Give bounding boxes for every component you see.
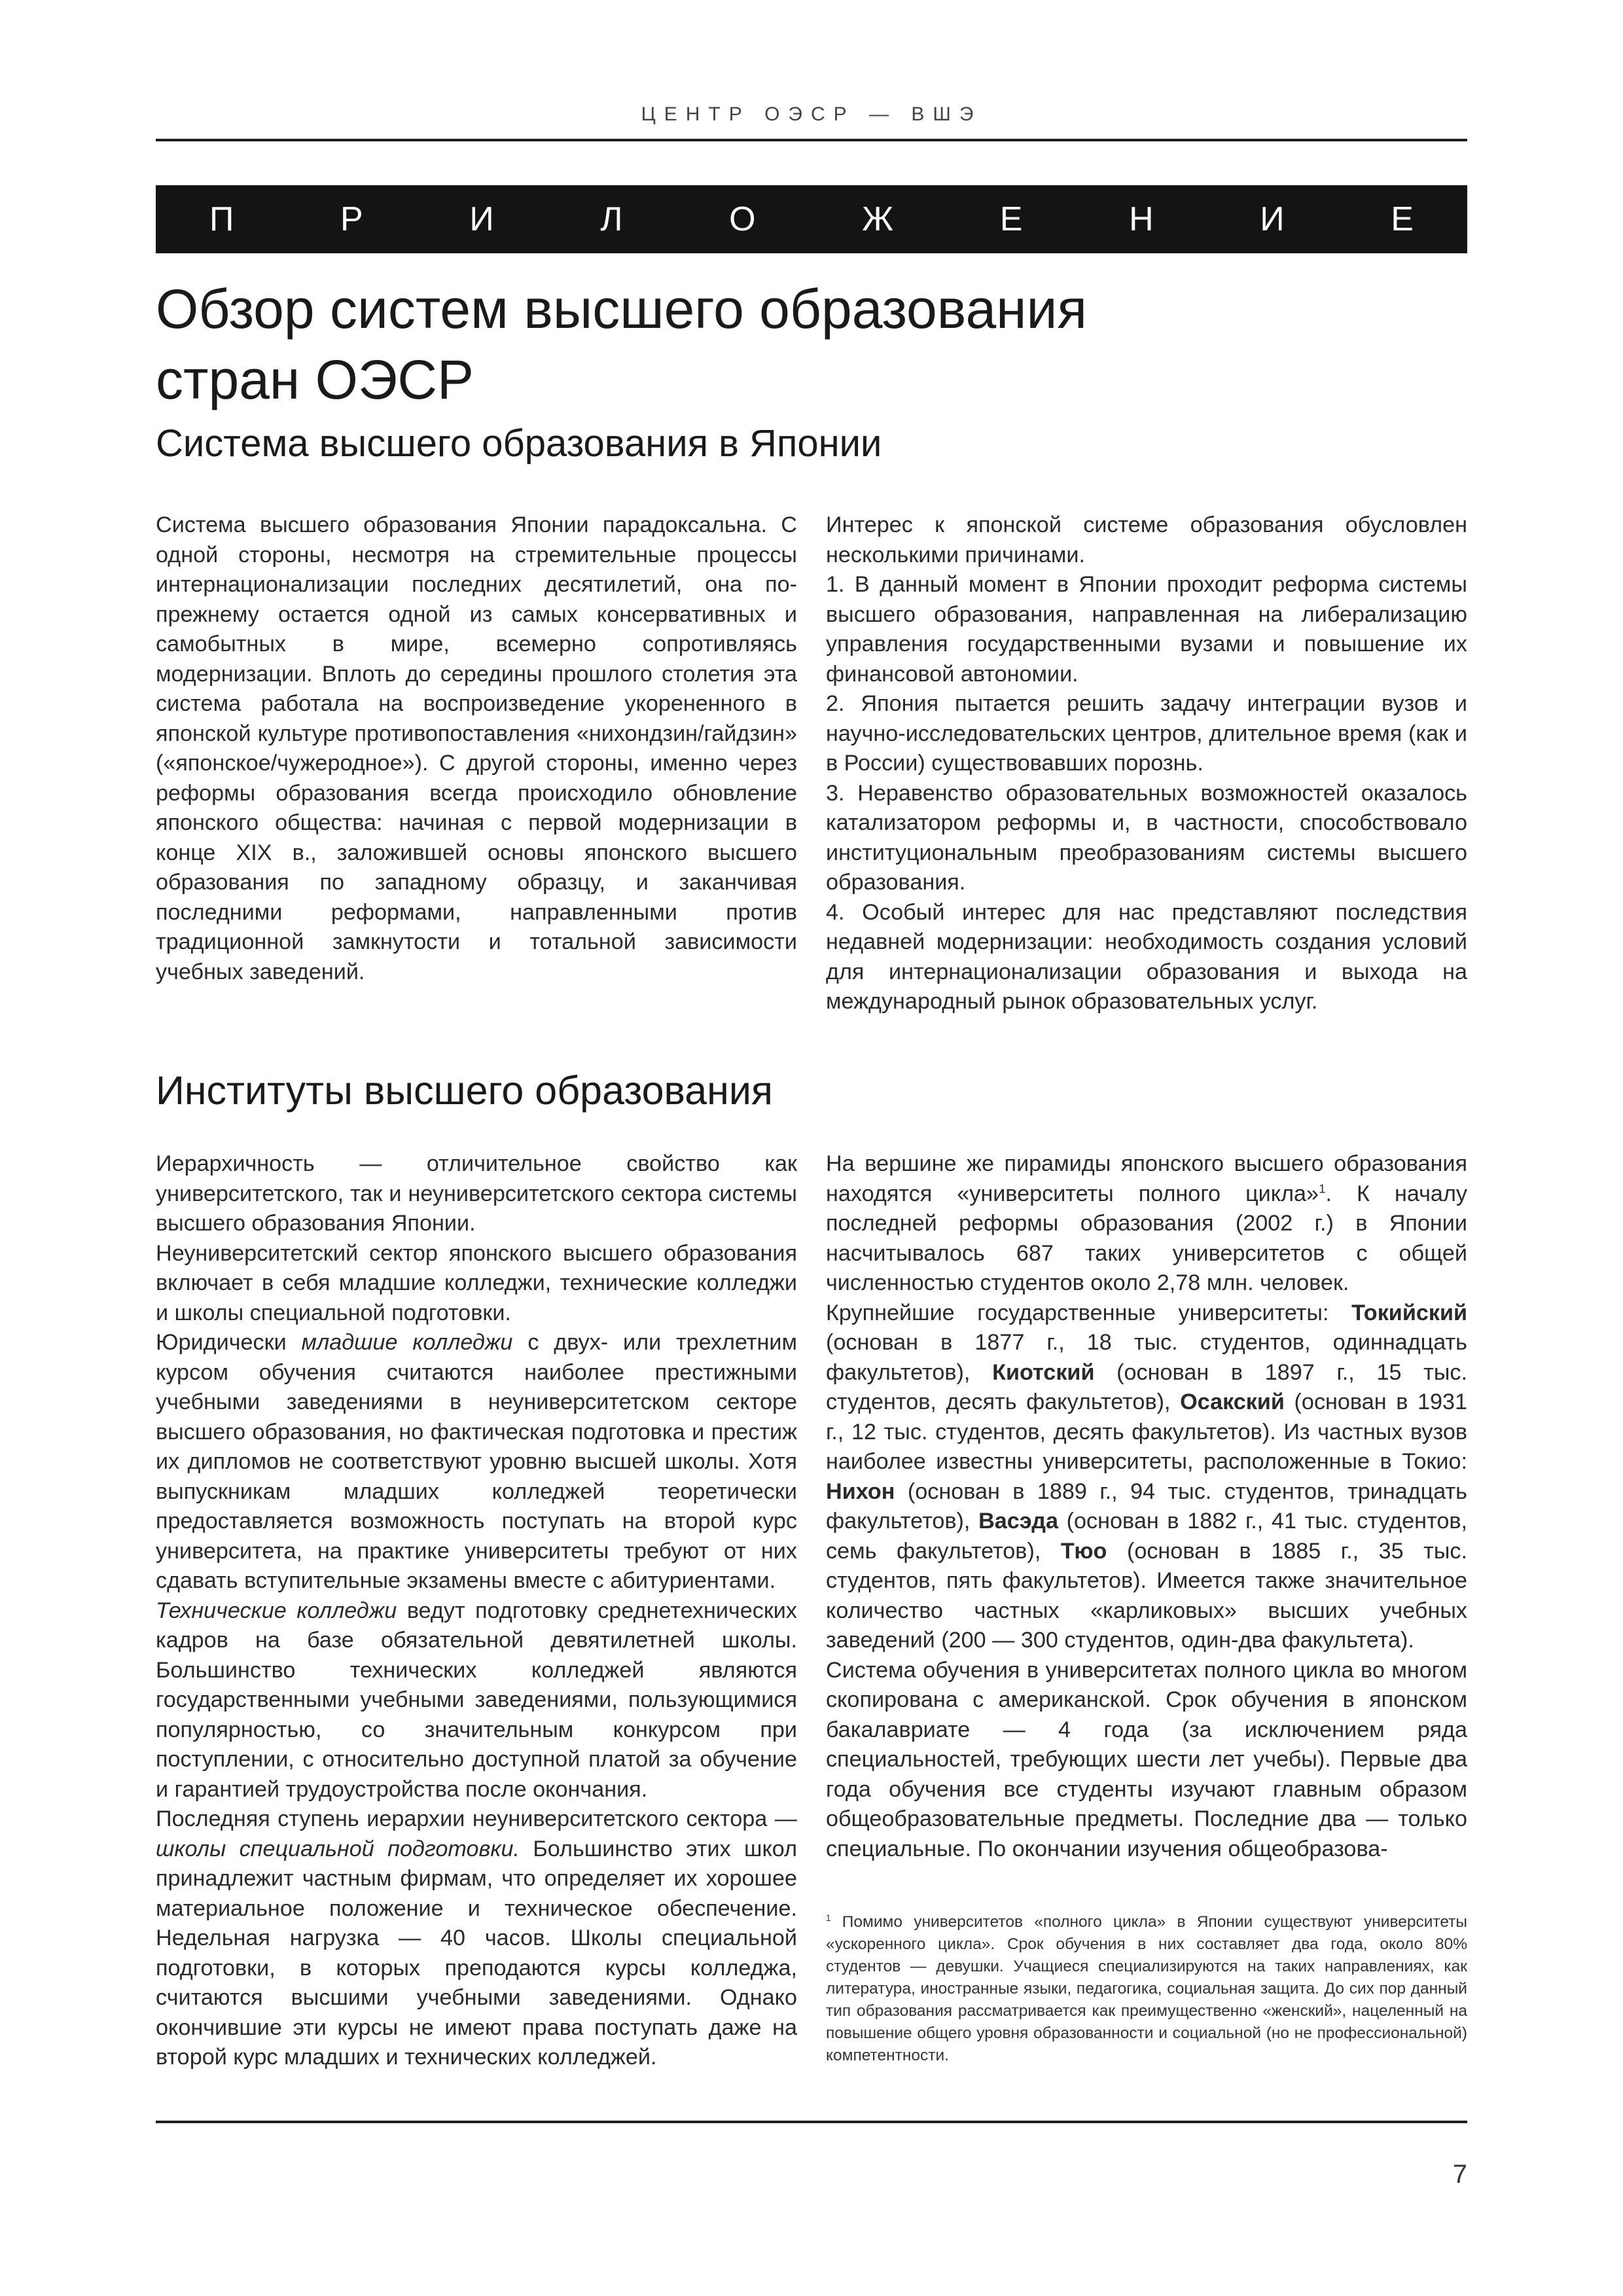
reason-item: 4. Особый интерес для нас представляют последствия недавней модернизации: необходимость создания условий для интернационализации образования и выхода на международный рынок образовательных услуг. bbox=[826, 899, 1467, 1014]
section-heading: Институты высшего образования bbox=[156, 1068, 773, 1113]
university-name: Осакский bbox=[1180, 1390, 1285, 1414]
university-name: Нихон bbox=[826, 1479, 895, 1504]
footnote-text: Помимо университетов «полного цикла» в Японии существуют университеты «ускоренного цикла». Срок обучения в них составляет два года, около 80% студентов — девушки. Учащиеся специализируются на таких направлениях, как литература, иностранные языки, педагогика, социальная защита. До сих пор данный тип образования рассматривается как преимущественно «женский», нацеленный на повышение общего уровня образованности и социальной (но не профессиональной) компетентности. bbox=[826, 1913, 1467, 2064]
footnote bbox=[826, 1911, 1467, 2067]
body-paragraph: Юридически младшие колледжи с двух- или трехлетним курсом обучения считаются наиболее престижными учебными заведениями в неуниверситетском секторе высшего образования, но фактическая подготовка и престиж их дипломов не соответствуют уровню высшей школы. Хотя выпускникам младших колледжей теоретически предоставляется возможность поступать на второй курс университета, на практике университеты требуют от них сдавать вступительные экзамены вместе с абитуриентами. bbox=[156, 1330, 798, 1593]
term-technical-colleges: Технические колледжи bbox=[156, 1598, 397, 1623]
section-banner bbox=[156, 185, 1467, 253]
page-subtitle: Система высшего образования в Японии bbox=[156, 422, 882, 465]
banner-letter: И bbox=[1260, 200, 1285, 238]
university-name: Васэда bbox=[978, 1509, 1058, 1534]
intro-left-column bbox=[156, 511, 797, 987]
footnote-mark: 1 bbox=[826, 1912, 831, 1923]
university-name: Токийский bbox=[1351, 1300, 1467, 1325]
body-paragraph: Последняя ступень иерархии неуниверситетского сектора — школы специальной подготовки. Большинство этих школ принадлежит частным фирмам, что определяет их хорошее материальное положение и техническое обеспечение. Недельная нагрузка — 40 часов. Школы специальной подготовки, в которых преподаются курсы колледжа, считаются высшими учебными заведениями. Однако окончившие эти курсы не имеют права поступать даже на второй курс младших и технических колледжей. bbox=[156, 1806, 798, 2070]
footnote-ref: 1 bbox=[1319, 1181, 1326, 1196]
banner-letter: Е bbox=[1391, 200, 1414, 238]
title-line-2: стран ОЭСР bbox=[156, 349, 474, 410]
body-paragraph: Технические колледжи ведут подготовку среднетехнических кадров на базе обязательной девятилетней школы. Большинство технических колледжей являются государственными учебными заведениями, пользующимися популярностью, со значительным конкурсом при поступлении, с относительно доступной платой за обучение и гарантией трудоустройства после окончания. bbox=[156, 1598, 797, 1802]
intro-right-column bbox=[826, 511, 1467, 1017]
banner-letter: Р bbox=[340, 200, 363, 238]
banner-letter: Ж bbox=[862, 200, 894, 238]
body-left-column bbox=[156, 1149, 797, 2073]
term-special-schools: школы специальной подготовки. bbox=[156, 1836, 520, 1861]
running-header: ЦЕНТР ОЭСР — ВШЭ bbox=[641, 103, 982, 125]
intro-paragraph: Система высшего образования Японии парадоксальна. С одной стороны, несмотря на стремительные процессы интернационализации последних десятилетий, она по-прежнему остается одной из самых консервативных и самобытных в мире, всемерно сопротивляясь модернизации. Вплоть до середины прошлого столетия эта система работала на воспроизведение укорененного в японской культуре противопоставления «нихондзин/гайдзин» («японское/чужеродное»). С другой стороны, именно через реформы образования всегда происходило обновление японского общества: начиная с первой модернизации в конце XIX в., заложившей основы японского высшего образования по западному образцу, и заканчивая последними реформами, направленными против традиционной замкнутости и тотальной зависимости учебных заведений. bbox=[156, 512, 797, 984]
banner-letter: И bbox=[469, 200, 494, 238]
reason-item: 2. Япония пытается решить задачу интеграции вузов и научно-исследовательских центров, длительное время (как и в России) существовавших порознь. bbox=[826, 691, 1467, 776]
body-paragraph: На вершине же пирамиды японского высшего образования находятся «университеты полного цикла»$^1$. К началу последней реформы образования (2002 г.) в Японии насчитывалось 687 таких университетов с общей численностью студентов около 2,78 млн. человек. bbox=[826, 1151, 1467, 1295]
footer-rule bbox=[156, 2121, 1467, 2123]
banner-letter: Н bbox=[1129, 200, 1154, 238]
university-name: Тюо bbox=[1060, 1538, 1107, 1564]
body-paragraph: Крупнейшие государственные университеты: Токийский (основан в 1877 г., 18 тыс. студентов, одиннадцать факультетов), Киотский (основан в 1897 г., 15 тыс. студентов, десять факультетов), Осакский (основан в 1931 г., 12 тыс. студентов, десять факультетов). Из частных вузов наиболее известны университеты, расположенные в Токио: Нихон (основан в 1889 г., 94 тыс. студентов, тринадцать факультетов), Васэда (основан в 1882 г., 41 тыс. студентов, семь факультетов), Тюо (основан в 1885 г., 35 тыс. студентов, пять факультетов). Имеется также значительное количество частных «карликовых» высших учебных заведений (200 — 300 студентов, один-два факультета). bbox=[826, 1300, 1468, 1653]
banner-letter: П bbox=[209, 200, 234, 238]
page-number: 7 bbox=[1452, 2160, 1467, 2189]
reasons-intro: Интерес к японской системе образования обусловлен несколькими причинами. bbox=[826, 512, 1467, 567]
body-paragraph: Иерархичность — отличительное свойство как университетского, так и неуниверситетского сектора системы высшего образования Японии. bbox=[156, 1151, 797, 1236]
reason-item: 1. В данный момент в Японии проходит реформа системы высшего образования, направленная на либерализацию управления государственными вузами и повышение их финансовой автономии. bbox=[826, 572, 1467, 687]
banner-letter: Е bbox=[999, 200, 1023, 238]
body-right-column bbox=[826, 1149, 1467, 1864]
body-paragraph: Неуниверситетский сектор японского высшего образования включает в себя младшие колледжи, технические колледжи и школы специальной подготовки. bbox=[156, 1240, 797, 1325]
title-line-1: Обзор систем высшего образования bbox=[156, 278, 1087, 340]
body-paragraph: Система обучения в университетах полного цикла во многом скопирована с американской. Срок обучения в японском бакалавриате — 4 года (за исключением ряда специальностей, требующих шести лет учебы). Первые два года обучения все студенты изучают главным образом общеобразовательные предметы. Последние два — только специальные. По окончании изучения общеобразова- bbox=[826, 1657, 1467, 1861]
banner-letter: Л bbox=[600, 200, 623, 238]
university-name: Киотский bbox=[992, 1359, 1095, 1385]
page-title bbox=[156, 274, 1465, 415]
reason-item: 3. Неравенство образовательных возможностей оказалось катализатором реформы и, в частности, способствовало институциональным преобразованиям системы высшего образования. bbox=[826, 780, 1467, 895]
banner-letter: О bbox=[729, 200, 756, 238]
header-rule bbox=[156, 139, 1467, 141]
term-junior-colleges: младшие колледжи bbox=[301, 1330, 513, 1355]
